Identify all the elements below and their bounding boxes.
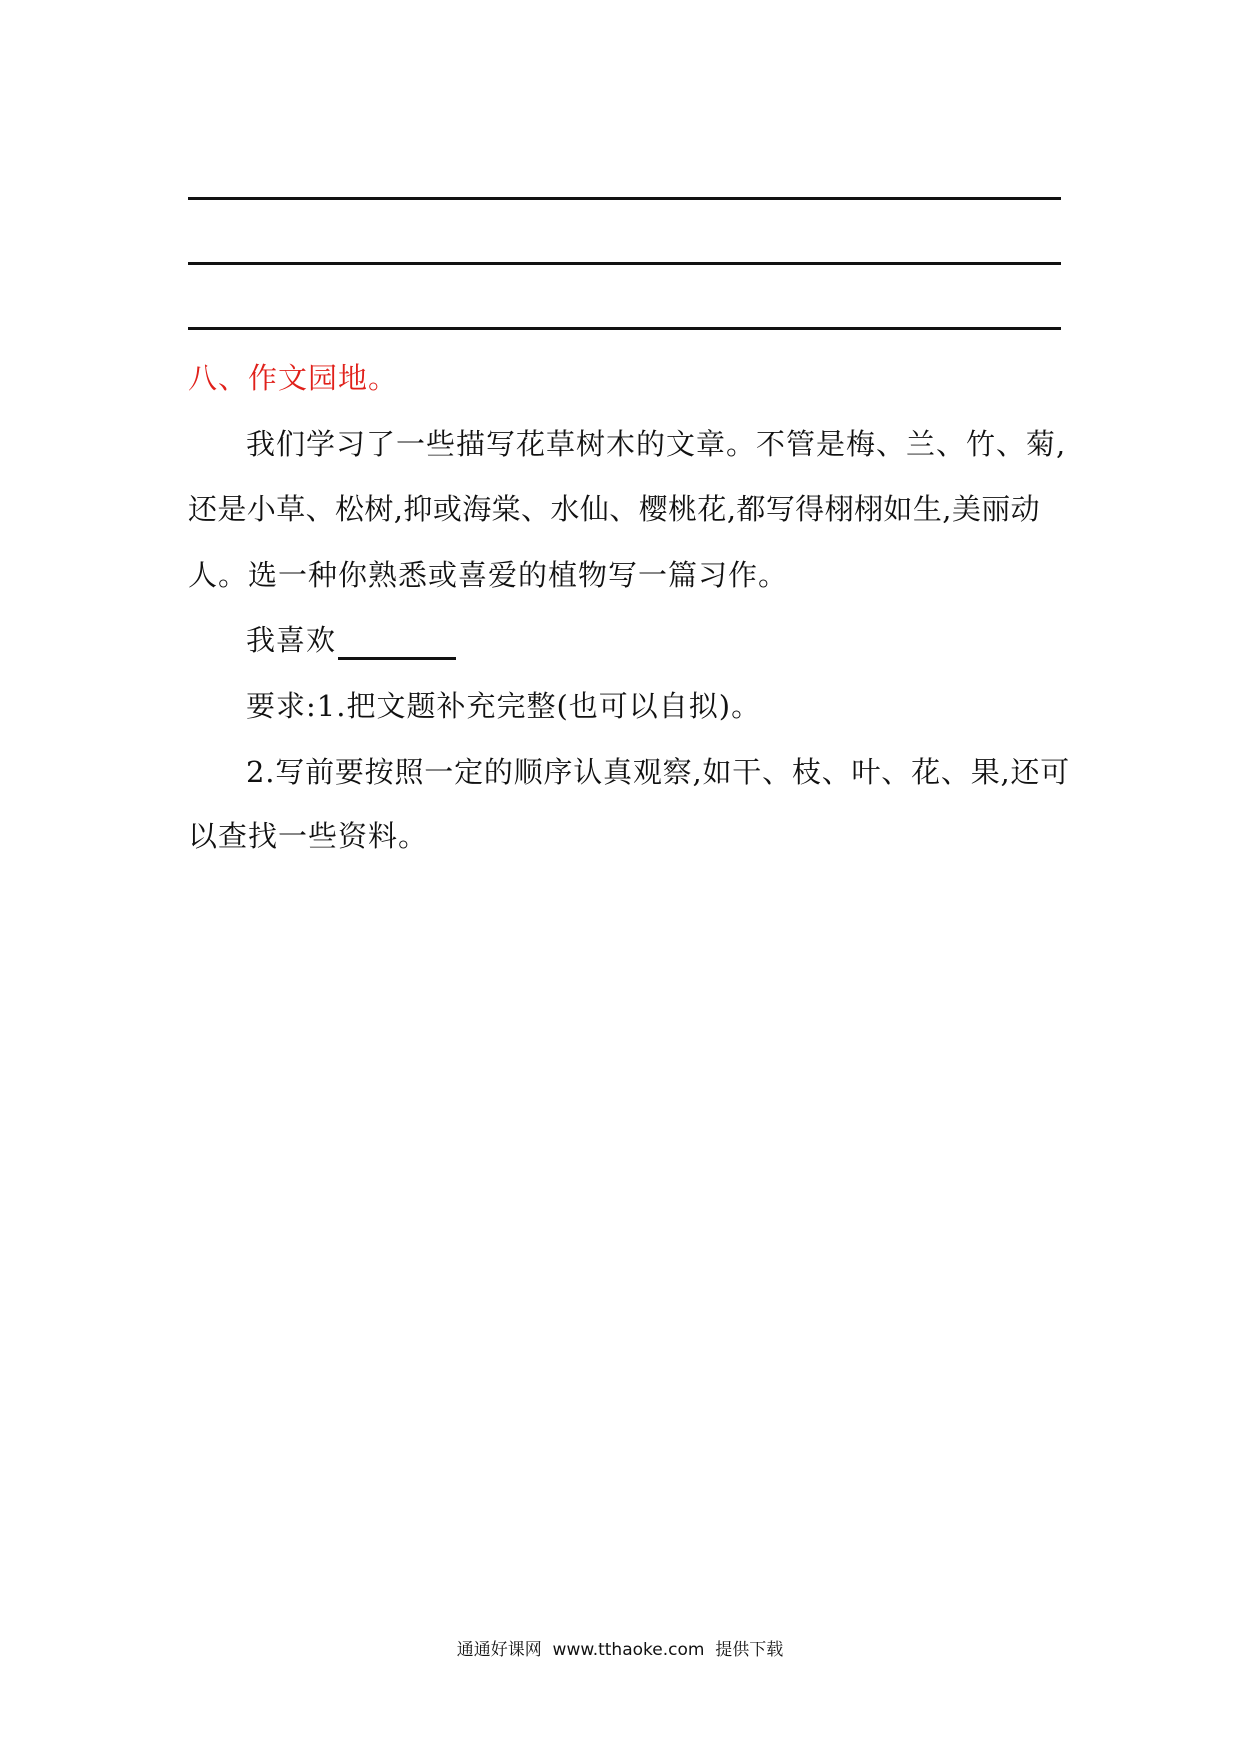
footer-source: 通通好课网 www.tthaoke.com 提供下载	[456, 1640, 784, 1660]
answer-line-3	[188, 327, 1061, 330]
intro-line-1: 我们学习了一些描写花草树木的文章。不管是梅、兰、竹、菊,	[246, 427, 1067, 461]
section-title: 八、作文园地。	[188, 361, 399, 395]
answer-line-1	[188, 197, 1061, 200]
essay-title-prompt	[246, 620, 456, 660]
essay-title-label: 我喜欢	[246, 623, 337, 657]
requirement-2-line-1: 2.写前要按照一定的顺序认真观察,如干、枝、叶、花、果,还可	[246, 755, 1071, 789]
answer-line-2	[188, 262, 1061, 265]
requirement-1: 要求:1.把文题补充完整(也可以自拟)。	[246, 689, 762, 723]
requirement-2-line-2: 以查找一些资料。	[188, 819, 429, 853]
intro-line-2: 还是小草、松树,抑或海棠、水仙、樱桃花,都写得栩栩如生,美丽动	[188, 492, 1041, 526]
intro-line-3: 人。选一种你熟悉或喜爱的植物写一篇习作。	[188, 558, 789, 592]
essay-title-blank[interactable]	[338, 627, 456, 660]
